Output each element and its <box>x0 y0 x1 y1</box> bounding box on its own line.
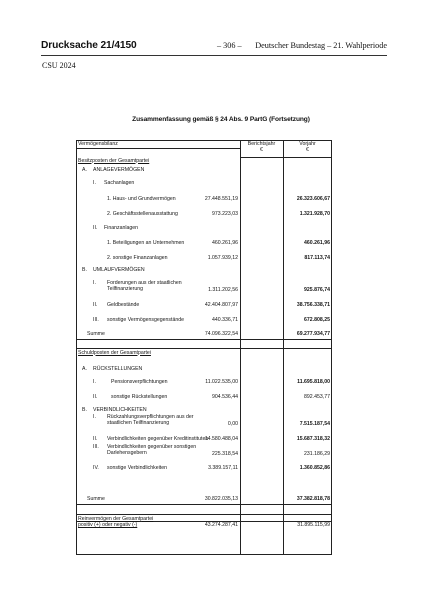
row-label: Geldbestände <box>107 301 140 308</box>
row-label: 1. Haus- und Grundvermögen <box>107 195 176 202</box>
assets-heading: Besitzposten der Gesamtpartei <box>78 157 150 164</box>
value-current: 11.022.535,00 <box>205 379 238 385</box>
section-title: RÜCKSTELLUNGEN <box>93 365 143 372</box>
value-current: 42.404.807,97 <box>204 301 238 308</box>
group-number: I. <box>93 180 96 186</box>
value-previous: 672.808,25 <box>304 316 330 323</box>
group-title: Sachanlagen <box>104 180 135 186</box>
group-number: II. <box>93 394 98 400</box>
group-number: I. <box>93 414 96 420</box>
section-divider <box>76 348 332 349</box>
sum-label: Summe <box>87 496 105 502</box>
sum-label: Summe <box>87 331 105 337</box>
page-header <box>41 40 387 54</box>
row-label: Verbindlichkeiten gegenüber Kreditinstituten <box>107 435 209 442</box>
liabilities-heading: Schuldposten der Gesamtpartei <box>78 349 151 356</box>
value-current: 27.448.551,19 <box>204 195 238 202</box>
sum-current: 30.822.035,13 <box>204 496 238 502</box>
value-current: 973.223,03 <box>212 210 238 217</box>
balance-sheet-table <box>76 140 332 555</box>
value-current: 1.311.202,56 <box>208 286 238 293</box>
sum-current: 74.096.322,54 <box>204 331 238 337</box>
value-current: 904.536,44 <box>212 394 238 400</box>
group-number: I. <box>93 379 96 385</box>
header-divider <box>76 148 240 149</box>
value-previous: 15.687.318,32 <box>296 435 330 442</box>
value-previous: 460.261,96 <box>304 240 330 246</box>
row-label: 1. Beteiligungen an Unternehmen <box>107 240 185 246</box>
group-number: IV. <box>93 465 99 471</box>
value-previous: 11.695.818,00 <box>297 379 330 385</box>
group-number: III. <box>93 444 99 450</box>
net-current: 43.274.287,41 <box>204 521 238 528</box>
group-number: I. <box>93 280 96 286</box>
page-number: – 306 – <box>217 41 242 50</box>
value-previous: 1.360.852,86 <box>299 465 330 471</box>
row-label: sonstige Vermögensgegenstände <box>107 316 185 323</box>
party-name: CSU 2024 <box>42 61 76 70</box>
net-assets-label: Reinvermögen der Gesamtpartei positiv (+) oder negativ (-) <box>78 515 154 528</box>
value-current: 440.336,71 <box>212 316 238 323</box>
section-letter: B. <box>82 406 87 413</box>
value-previous: 925.876,74 <box>304 286 330 293</box>
sum-divider <box>76 339 332 340</box>
section-title: ANLAGEVERMÖGEN <box>93 166 145 173</box>
value-previous: 1.321.928,70 <box>299 210 330 217</box>
group-title: Finanzanlagen <box>104 225 139 231</box>
value-previous: 231.186,29 <box>304 450 330 457</box>
group-number: II. <box>93 301 98 308</box>
value-current: 3.389.157,11 <box>208 465 238 471</box>
section-letter: B. <box>82 267 87 273</box>
value-previous: 817.113,74 <box>304 254 330 261</box>
column-header-previous: Vorjahr € <box>299 141 316 153</box>
value-current: 1.057.939,12 <box>207 254 238 261</box>
group-number: II. <box>93 435 98 442</box>
legislative-period: Deutscher Bundestag – 21. Wahlperiode <box>255 41 387 50</box>
row-label: Pensionsverpflichtungen <box>111 379 168 385</box>
section-title: VERBINDLICHKEITEN <box>93 406 147 413</box>
header-divider <box>240 157 332 158</box>
row-label: 2. sonstige Finanzanlagen <box>107 254 168 261</box>
row-label: 2. Geschäftsstellenausstattung <box>107 210 178 217</box>
value-previous: 26.323.606,67 <box>296 195 330 202</box>
row-label: sonstige Rückstellungen <box>111 394 168 400</box>
row-label: sonstige Verbindlichkeiten <box>107 465 167 471</box>
section-letter: A. <box>82 166 87 173</box>
section-letter: A. <box>82 365 87 372</box>
column-header-current: Berichtsjahr € <box>247 141 276 153</box>
value-previous: 7.515.187,54 <box>299 420 330 427</box>
sum-previous: 37.382.818,78 <box>296 496 330 502</box>
value-current: 14.580.488,04 <box>204 435 238 442</box>
summary-title: Zusammenfassung gemäß § 24 Abs. 9 PartG (Fortsetzung) <box>132 116 310 123</box>
row-label: Verbindlichkeiten gegenüber sonstigen Darlehensgebern <box>107 444 197 456</box>
value-current: 0,00 <box>227 420 238 427</box>
net-previous: 31.895.115,99 <box>297 521 330 528</box>
header-rule <box>41 55 387 56</box>
value-previous: 892.453,77 <box>304 394 330 400</box>
row-label: Forderungen aus der staatlichen Teilfinanzierung <box>107 280 182 292</box>
document-number: Drucksache 21/4150 <box>41 40 137 51</box>
value-current: 460.261,96 <box>212 240 238 246</box>
group-number: II. <box>93 225 98 231</box>
value-current: 225.318,54 <box>212 450 238 457</box>
group-number: III. <box>93 316 99 323</box>
column-header-label: Vermögensbilanz <box>78 140 118 147</box>
section-title: UMLAUFVERMÖGEN <box>93 267 145 273</box>
sum-previous: 69.277.934,77 <box>296 331 330 337</box>
value-previous: 38.756.338,71 <box>296 301 330 308</box>
sum-divider <box>76 504 332 505</box>
row-label: Rückzahlungsverpflichtungen aus der staatlichen Teilfinanzierung <box>107 414 194 426</box>
